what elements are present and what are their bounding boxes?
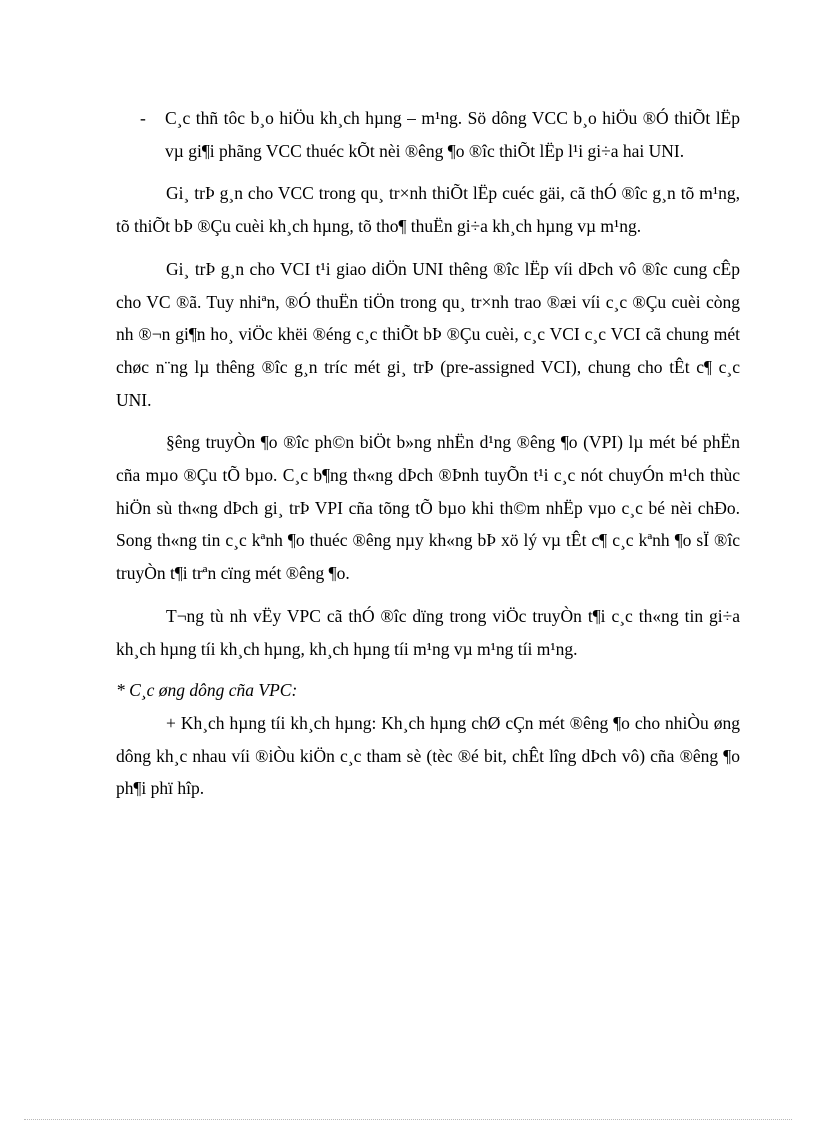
paragraph-customer-to-customer: + Kh¸ch hµng tíi kh¸ch hµng: Kh¸ch hµng chØ cÇn mét ®êng ¶o cho nhiÒu øng dông kh¸c nhau víi ®iÒu kiÖn c¸c tham sè (tèc ®é bit, chÊt lîng dÞch vô) cña ®êng ¶o ph¶i phï hîp. (116, 712, 740, 799)
paragraph-vci-assignment: Gi¸ trÞ g¸n cho VCI t¹i giao diÖn UNI thêng ®îc lËp víi dÞch vô ®îc cung cÊp cho VC ®ã. Tuy nhiªn, ®Ó thuËn tiÖn trong qu¸ tr×nh trao ®æi víi c¸c ®Çu cuèi còng nh ®¬n gi¶n ho¸ viÖc khëi ®éng c¸c thiÕt bÞ ®Çu cuèi, c¸c VCI c¸c VCI cã chung mét chøc n¨ng lµ thêng ®îc g¸n tríc mét gi¸ trÞ (pre-assigned VCI), chung cho tÊt c¶ c¸c UNI. (116, 258, 740, 410)
bullet-dash: - (140, 108, 146, 128)
page-bottom-divider (24, 1119, 792, 1120)
paragraph-vpc-usage: T¬ng tù nh vËy VPC cã thÓ ®îc dïng trong viÖc truyÒn t¶i c¸c th«ng tin gi÷a kh¸ch hµng tíi kh¸ch hµng, kh¸ch hµng tíi m¹ng vµ m¹ng tíi m¹ng. (116, 605, 740, 659)
section-heading-vpc-applications: * C¸c øng dông cña VPC: (116, 680, 298, 701)
paragraph-vcc-assignment: Gi¸ trÞ g¸n cho VCC trong qu¸ tr×nh thiÕt lËp cuéc gäi, cã thÓ ®îc g¸n tõ m¹ng, tõ thiÕt bÞ ®Çu cuèi kh¸ch hµng, tõ tho¶ thuËn gi÷a kh¸ch hµng vµ m¹ng. (116, 183, 740, 237)
paragraph-text: C¸c thñ tôc b¸o hiÖu kh¸ch hµng – m¹ng. Sö dông VCC b¸o hiÖu ®Ó thiÕt lËp vµ gi¶i phãng VCC thuéc kÕt nèi ®êng ¶o ®îc thiÕt lËp l¹i gi÷a hai UNI. (165, 108, 740, 161)
paragraph-vpi: §êng truyÒn ¶o ®îc ph©n biÖt b»ng nhËn d¹ng ®êng ¶o (VPI) lµ mét bé phËn cña mµo ®Çu tÕ bµo. C¸c b¶ng th«ng dÞch ®Þnh tuyÕn t¹i c¸c nót chuyÓn m¹ch thùc hiÖn sù th«ng dÞch gi¸ trÞ VPI cña tõng tÕ bµo khi th©m nhËp vµo c¸c bé nèi chÐo. Song th«ng tin c¸c kªnh ¶o thuéc ®êng nµy kh«ng bÞ xö lý vµ tÊt c¶ c¸c kªnh ¶o sÏ ®îc truyÒn t¶i trªn cïng mét ®êng ¶o. (116, 432, 740, 584)
bullet-paragraph (116, 102, 740, 167)
document-body (116, 102, 740, 805)
